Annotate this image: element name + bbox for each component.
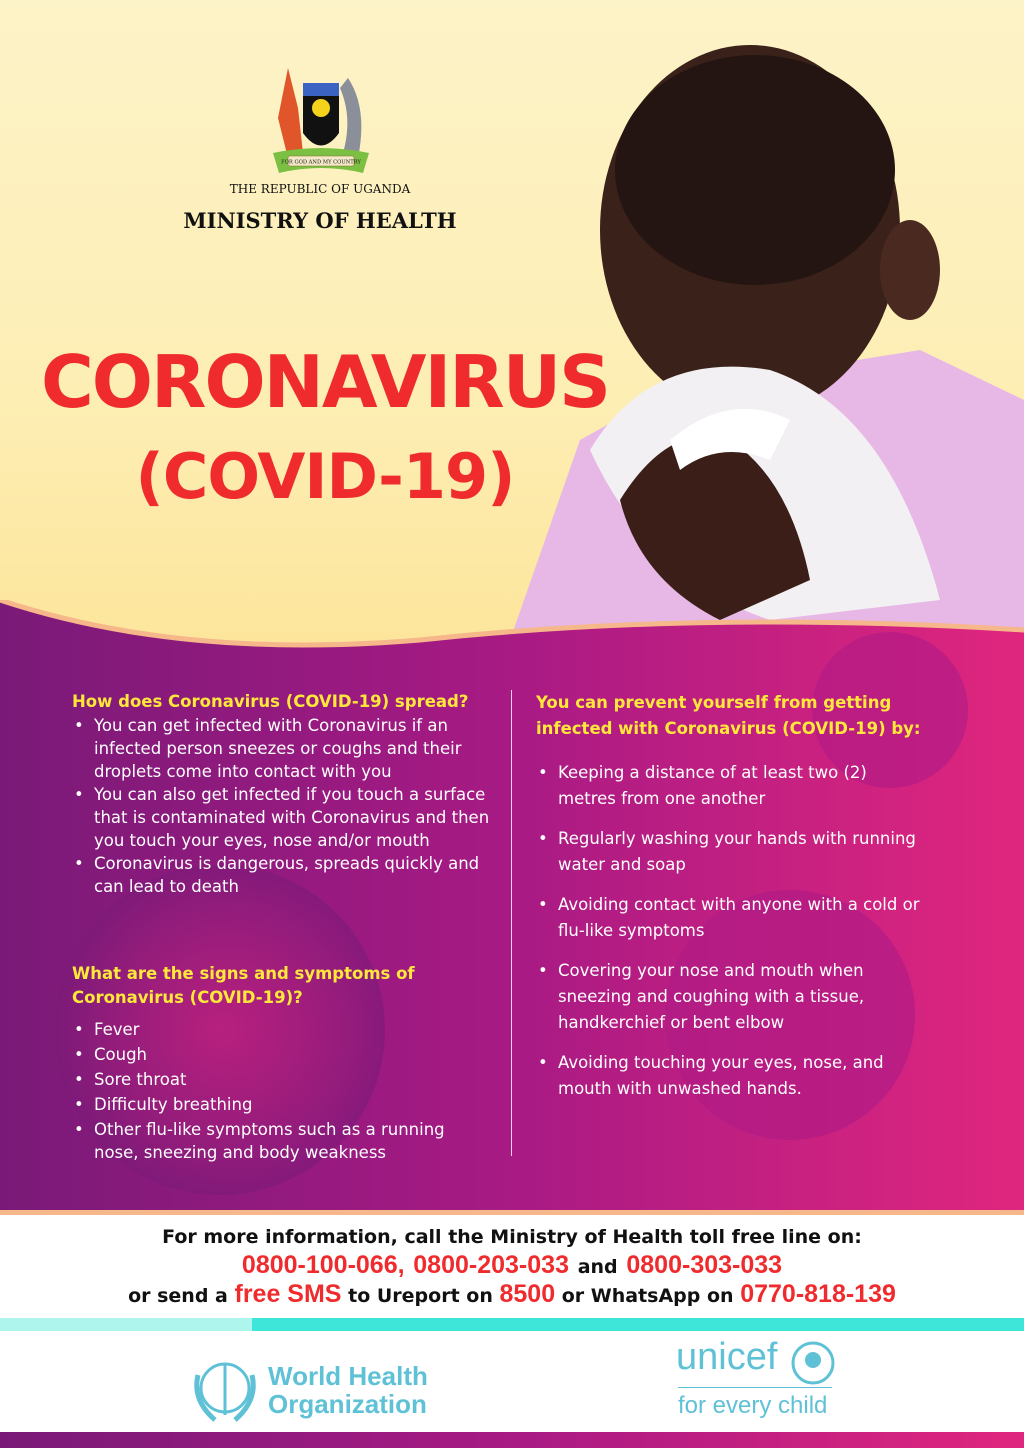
sms-number: 8500 — [499, 1280, 556, 1308]
title-covid19: (COVID-19) — [135, 440, 515, 513]
who-emblem-icon — [190, 1355, 260, 1425]
whatsapp-prefix: or WhatsApp on — [561, 1285, 734, 1307]
prevent-section — [536, 690, 956, 1102]
free-sms: free SMS — [234, 1280, 342, 1308]
spread-heading: How does Coronavirus (COVID-19) spread? — [72, 692, 469, 711]
list-item: • Avoiding contact with anyone with a cold or flu-like symptoms — [536, 892, 936, 944]
prevent-heading: You can prevent yourself from getting infected with Coronavirus (COVID-19) by: — [536, 693, 921, 738]
sms-prefix: or send a — [128, 1285, 228, 1307]
list-item: • Sore throat — [72, 1068, 492, 1091]
bottom-bar — [0, 1432, 1024, 1448]
list-item: • You can also get infected if you touch a surface that is contaminated with Coronavirus and then you touch your eyes, nose and/or mouth — [72, 783, 492, 852]
list-item: • Coronavirus is dangerous, spreads quickly and can lead to death — [72, 852, 492, 898]
phone-3: 0800-303-033 — [626, 1251, 783, 1279]
sneezing-man-photo — [470, 20, 1024, 640]
list-item: • Difficulty breathing — [72, 1093, 492, 1116]
republic-label: THE REPUBLIC OF UGANDA — [229, 182, 411, 196]
unicef-wordmark: unicef — [676, 1336, 778, 1378]
spread-section — [72, 690, 492, 898]
symptoms-section — [72, 962, 492, 1164]
whatsapp-number: 0770-818-139 — [740, 1280, 896, 1308]
sms-mid: to Ureport on — [348, 1285, 493, 1307]
who-logo-text — [268, 1362, 428, 1418]
list-item: • You can get infected with Coronavirus if an infected person sneezes or coughs and their droplets come into contact with you — [72, 714, 492, 783]
uganda-coat-of-arms — [258, 48, 384, 180]
list-item: • Keeping a distance of at least two (2) metres from one another — [536, 760, 906, 812]
crest-motto: FOR GOD AND MY COUNTRY — [281, 159, 361, 166]
list-item: • Fever — [72, 1018, 492, 1041]
list-item: • Cough — [72, 1043, 492, 1066]
ministry-label: MINISTRY OF HEALTH — [183, 208, 457, 233]
list-item: • Avoiding touching your eyes, nose, and mouth with unwashed hands. — [536, 1050, 916, 1102]
teal-bar-light — [0, 1318, 252, 1331]
list-item: • Other flu-like symptoms such as a running nose, sneezing and body weakness — [72, 1118, 492, 1164]
info-line: For more information, call the Ministry of Health toll free line on: — [162, 1226, 862, 1248]
list-item: • Covering your nose and mouth when sneezing and coughing with a tissue, handkerchief or bent elbow — [536, 958, 896, 1036]
title-coronavirus: CORONAVIRUS — [40, 340, 610, 424]
who-line-1: World Health — [268, 1361, 428, 1391]
list-item: • Regularly washing your hands with running water and soap — [536, 826, 936, 878]
contact-info — [0, 1222, 1024, 1309]
and-label: and — [577, 1256, 618, 1278]
column-divider — [511, 690, 512, 1156]
unicef-emblem-icon — [790, 1340, 836, 1386]
teal-bar — [252, 1318, 1024, 1331]
phone-2: 0800-203-033 — [413, 1251, 569, 1279]
phone-1: 0800-100-066, — [241, 1251, 405, 1279]
unicef-tagline: for every child — [678, 1392, 828, 1419]
who-line-2: Organization — [268, 1389, 427, 1419]
unicef-rule — [678, 1387, 832, 1388]
symptoms-heading: What are the signs and symptoms of Coronavirus (COVID-19)? — [72, 964, 415, 1007]
